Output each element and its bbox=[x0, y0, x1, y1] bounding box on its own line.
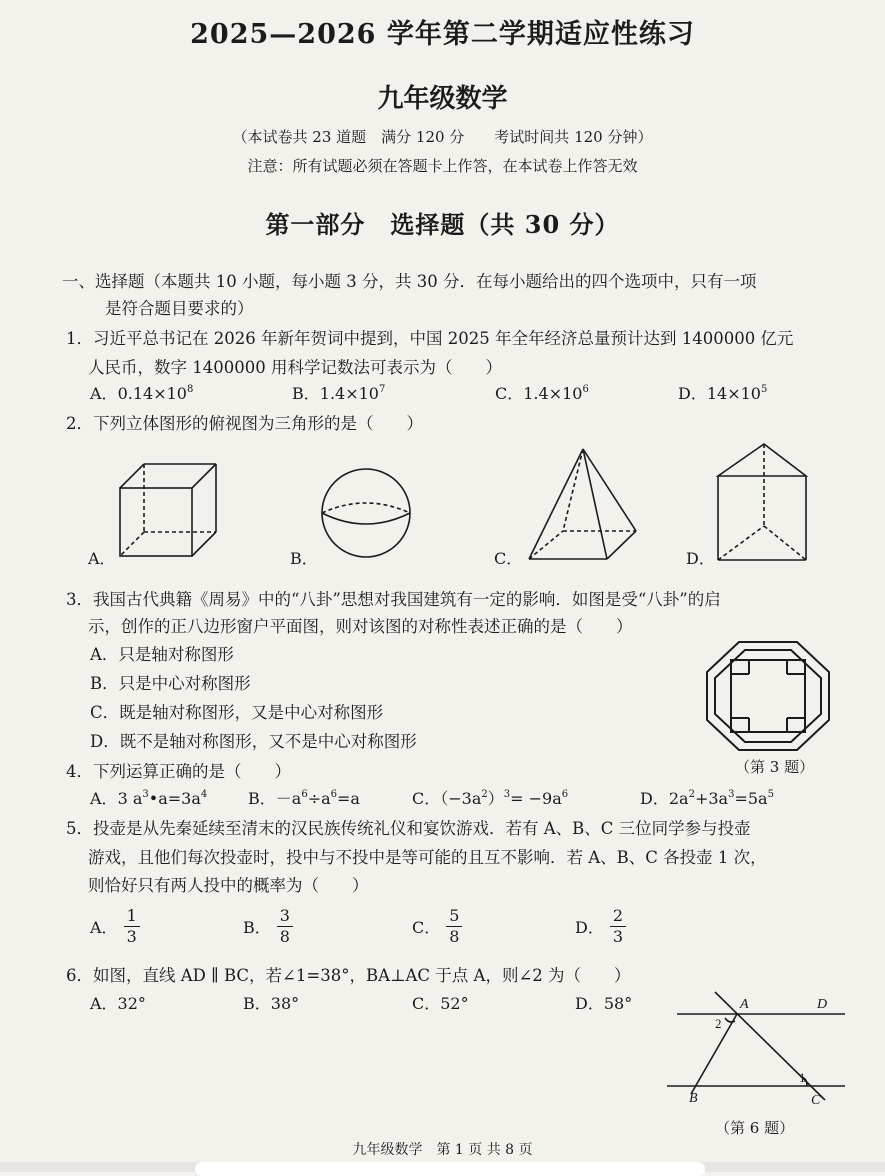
q1-option-d bbox=[678, 381, 767, 404]
q3-option-c: C．既是轴对称图形，又是中心对称图形 bbox=[90, 703, 384, 722]
line-ab bbox=[691, 1014, 737, 1094]
q5-c-numerator: 5 bbox=[446, 906, 462, 927]
label-d: D bbox=[817, 997, 828, 1012]
label-b: B bbox=[689, 1091, 698, 1106]
q1-a-exponent: 8 bbox=[186, 384, 194, 395]
q5-d-fraction bbox=[610, 906, 626, 947]
q5-a-numerator: 1 bbox=[124, 906, 140, 927]
q4-d-exp3: 5 bbox=[767, 789, 774, 800]
q4-d-part3: =5a bbox=[734, 789, 768, 808]
q4-c-exp1: 2 bbox=[481, 789, 488, 800]
q5-c-denominator: 8 bbox=[449, 927, 460, 946]
q5-b-denominator: 8 bbox=[279, 927, 290, 946]
q1-line1: 1．习近平总书记在 2026 年新年贺词中提到，中国 2025 年全年经济总量预计达到 1400000 亿元 bbox=[66, 329, 794, 348]
q4-b-exp1: 6 bbox=[301, 789, 308, 800]
q3-line2: 示，创作的正八边形窗户平面图，则对该图的对称性表述正确的是（ ） bbox=[88, 617, 633, 636]
q5-option-a bbox=[90, 906, 140, 947]
label-1: 1 bbox=[799, 1070, 806, 1085]
q4-b-part3: =a bbox=[337, 789, 360, 808]
q5-d-denominator: 3 bbox=[612, 927, 624, 946]
label-c: C bbox=[811, 1093, 821, 1108]
q4-c-label: C． bbox=[412, 789, 441, 808]
page-footer: 九年级数学 第 1 页 共 8 页 bbox=[352, 1142, 533, 1158]
q1-b-label: B． bbox=[292, 384, 320, 403]
exam-notice: 注意：所有试题必须在答题卡上作答，在本试卷上作答无效 bbox=[247, 157, 638, 175]
q4-b-part2: ÷a bbox=[307, 789, 331, 808]
q3-option-a: A．只是轴对称图形 bbox=[90, 645, 234, 664]
q4-a-part2: •a=3a bbox=[148, 789, 201, 808]
sphere-figure bbox=[318, 465, 414, 561]
q5-line1: 5．投壶是从先秦延续至清末的汉民族传统礼仪和宴饮游戏．若有 A、B、C 三位同学参与投壶 bbox=[66, 819, 751, 838]
q4-a-exp2: 4 bbox=[200, 789, 208, 800]
q4-a-part1: 3 a bbox=[117, 789, 143, 808]
q5-line3: 则恰好只有两人投中的概率为（ ） bbox=[88, 876, 369, 895]
q2-c-label: C． bbox=[494, 549, 523, 568]
q4-text: 4．下列运算正确的是（ ） bbox=[66, 762, 291, 781]
q4-d-exp2: 3 bbox=[728, 789, 735, 800]
section1-line2: 是符合题目要求的） bbox=[105, 299, 254, 318]
q5-a-fraction bbox=[124, 906, 140, 947]
q4-d-part1: 2a bbox=[668, 789, 689, 808]
q6-caption: （第 6 题） bbox=[715, 1119, 795, 1137]
q4-c-part3: = −9a bbox=[510, 789, 562, 808]
q6-option-a: A．32° bbox=[90, 994, 146, 1013]
label-2: 2 bbox=[715, 1016, 722, 1031]
q3-caption: （第 3 题） bbox=[735, 758, 815, 776]
q4-c-exp2: 3 bbox=[503, 789, 511, 800]
q5-c-label: C． bbox=[412, 918, 441, 937]
q4-a-exp1: 3 bbox=[142, 789, 149, 800]
bottom-input-pill[interactable] bbox=[195, 1162, 705, 1176]
line-ac-extended bbox=[715, 992, 828, 1100]
label-a: A bbox=[740, 997, 749, 1012]
q5-d-numerator: 2 bbox=[610, 906, 626, 927]
q5-a-label: A． bbox=[90, 918, 118, 937]
q1-c-exponent: 6 bbox=[582, 384, 589, 395]
q4-d-exp1: 2 bbox=[688, 789, 695, 800]
q1-a-value: 0.14×10 bbox=[117, 384, 187, 403]
q4-b-exp2: 6 bbox=[330, 789, 338, 800]
q5-c-fraction bbox=[446, 906, 462, 947]
q2-b-label: B． bbox=[290, 549, 318, 568]
q4-c-part2: ） bbox=[487, 789, 504, 808]
q4-c-exp3: 6 bbox=[561, 789, 569, 800]
q5-d-label: D． bbox=[575, 918, 604, 937]
q1-option-b bbox=[292, 381, 385, 404]
q1-d-exponent: 5 bbox=[760, 384, 768, 395]
exam-subtitle: 九年级数学 bbox=[377, 84, 508, 114]
q1-option-c bbox=[495, 381, 589, 404]
q1-d-label: D． bbox=[678, 384, 707, 403]
q4-option-a bbox=[90, 786, 207, 809]
q3-option-d: D．既不是轴对称图形，又不是中心对称图形 bbox=[90, 732, 417, 751]
q1-d-value: 14×10 bbox=[706, 384, 761, 403]
q1-b-exponent: 7 bbox=[378, 384, 386, 395]
exam-info: （本试卷共 23 道题 满分 120 分 考试时间共 120 分钟） bbox=[232, 128, 653, 146]
q4-b-part1: －a bbox=[275, 789, 302, 808]
q5-option-c bbox=[412, 906, 462, 947]
part1-title: 第一部分 选择题（共 30 分） bbox=[265, 210, 620, 239]
q2-d-label: D． bbox=[686, 549, 715, 568]
q4-b-label: B． bbox=[248, 789, 276, 808]
q6-text: 6．如图，直线 AD ∥ BC，若∠1=38°，BA⊥AC 于点 A，则∠2 为（ ） bbox=[66, 966, 631, 985]
q2-a-label: A． bbox=[88, 549, 116, 568]
q4-d-part2: +3a bbox=[694, 789, 729, 808]
q1-c-label: C． bbox=[495, 384, 524, 403]
q3-option-b: B．只是中心对称图形 bbox=[90, 674, 251, 693]
octagon-window-figure bbox=[705, 640, 831, 752]
q5-b-label: B． bbox=[243, 918, 271, 937]
q1-line2: 人民币，数字 1400000 用科学记数法可表示为（ ） bbox=[88, 358, 502, 377]
q2-text: 2．下列立体图形的俯视图为三角形的是（ ） bbox=[66, 414, 423, 433]
q5-line2: 游戏，且他们每次投壶时，投中与不投中是等可能的且互不影响．若 A、B、C 各投壶 1 次， bbox=[88, 848, 767, 867]
cube-figure bbox=[110, 460, 220, 560]
pyramid-figure bbox=[525, 445, 640, 565]
q1-b-value: 1.4×10 bbox=[319, 384, 379, 403]
prism-figure bbox=[712, 440, 812, 565]
q4-option-c bbox=[412, 786, 568, 809]
exam-title: 2025—2026 学年第二学期适应性练习 bbox=[190, 19, 695, 50]
q6-option-d: D．58° bbox=[575, 994, 633, 1013]
q5-option-d bbox=[575, 906, 626, 947]
section1-line1: 一、选择题（本题共 10 小题，每小题 3 分，共 30 分．在每小题给出的四个选项中，只有一项 bbox=[62, 272, 757, 291]
q5-a-denominator: 3 bbox=[126, 927, 137, 946]
q1-option-a bbox=[90, 381, 193, 404]
q5-b-numerator: 3 bbox=[277, 906, 293, 927]
q4-option-b bbox=[248, 786, 360, 809]
q1-a-label: A． bbox=[90, 384, 118, 403]
q5-option-b bbox=[243, 906, 293, 947]
q6-option-c: C．52° bbox=[412, 994, 469, 1013]
q4-c-part1: （−3a bbox=[440, 789, 482, 808]
parallel-lines-figure bbox=[665, 988, 855, 1110]
q1-c-value: 1.4×10 bbox=[523, 384, 583, 403]
q5-b-fraction bbox=[277, 906, 293, 947]
q4-a-label: A． bbox=[90, 789, 118, 808]
q6-option-b: B．38° bbox=[243, 994, 300, 1013]
q4-d-label: D． bbox=[640, 789, 669, 808]
q4-option-d bbox=[640, 786, 774, 809]
q3-line1: 3．我国古代典籍《周易》中的“八卦”思想对我国建筑有一定的影响．如图是受“八卦”的启 bbox=[66, 590, 721, 609]
